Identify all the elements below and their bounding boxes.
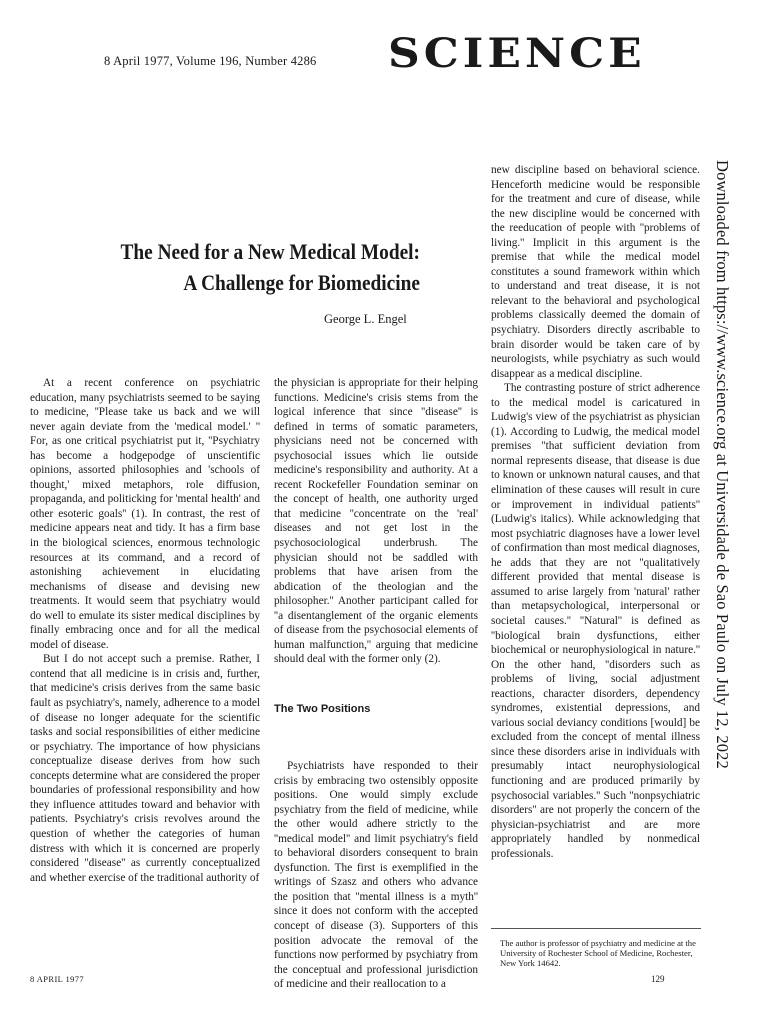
paragraph: new discipline based on behavioral science. Henceforth medicine would be responsible for the treatment and cure of disease, while the new discipline would be concerned with the reeducation of people with ''problems of living.'' Implicit in this argument is the premise that while the medical model constitutes a sound framework within which to understand and treat disease, it is not relevant to the behavioral and psychological problems classically deemed the domain of psychiatry. Disorders directly ascribable to brain disorder would be taken care of by neurologists, while psychiatry as such would disappear as a medical discipline.	[491, 164, 700, 380]
body-column-3	[491, 163, 700, 861]
article-author: George L. Engel	[324, 312, 407, 326]
paragraph: Psychiatrists have responded to their crisis by embracing two ostensibly opposite positions. One would simply exclude psychiatry from the field of medicine, while the other would adhere strictly to the ''medical model'' and limit psychiatry's field to behavioral disorders consequent to brain dysfunction. The first is exemplified in the writings of Szasz and others who advance the position that ''mental illness is a myth'' since it does not conform with the accepted concept of disease (3). Supporters of this position advocate the removal of the functions now performed by psychiatry from the conceptual and professional jurisdiction of medicine and their reallocation to a	[274, 760, 478, 991]
download-watermark	[708, 160, 736, 880]
body-column-2-continued	[274, 759, 478, 992]
section-heading: The Two Positions	[274, 703, 371, 715]
journal-masthead: SCIENCE	[388, 30, 646, 77]
article-title-line-1: The Need for a New Medical Model:	[120, 239, 420, 264]
download-watermark-text: Downloaded from https://www.science.org at Universidade de Sao Paulo on July 12, 2022	[713, 160, 732, 769]
paragraph: the physician is appropriate for their helping functions. Medicine's crisis stems from the logical inference that since ''disease'' is defined in terms of somatic parameters, physicians need not be concerned with psychosocial issues which lie outside medicine's responsibility and authority. At a recent Rockefeller Foundation seminar on the concept of health, one authority urged that medicine ''concentrate on the 'real' diseases and not get lost in the psychosociological underbrush. The physician should not be saddled with problems that have arisen from the abdication of the theologian and the philosopher.'' Another participant called for ''a disentanglement of the organic elements of disease from the psychosocial elements of human malfunction,'' arguing that medicine should deal with the former only (2).	[274, 377, 478, 666]
footer-date: 8 APRIL 1977	[30, 974, 85, 984]
body-column-2	[274, 376, 478, 667]
article-title-line-2: A Challenge for Biomedicine	[183, 270, 420, 296]
issue-line: 8 April 1977, Volume 196, Number 4286	[104, 54, 317, 68]
author-footnote: The author is professor of psychiatry and medicine at the University of Rochester School of Medicine, Rochester, New York 14642.	[500, 938, 696, 968]
paragraph: But I do not accept such a premise. Rather, I contend that all medicine is in crisis and, further, that medicine's crisis derives from the same basic fault as psychiatry's, namely, adherence to a model of disease no longer adequate for the scientific tasks and social responsibilities of either medicine or psychiatry. The importance of how physicians conceptualize disease derives from how such concepts determine what are considered the proper boundaries of professional responsibility and how they influence attitudes toward and behavior with patients. Psychiatry's crisis revolves around the question of whether the categories of human distress with which it is concerned are properly considered ''disease'' as currently conceptualized and whether exercise of the traditional authority of	[30, 653, 260, 884]
paragraph: At a recent conference on psychiatric education, many psychiatrists seemed to be saying to medicine, ''Please take us back and we will never again deviate from the 'medical model.' '' For, as one critical psychiatrist put it, ''Psychiatry has become a hodgepodge of unscientific opinions, assorted philosophies and 'schools of thought,' mixed metaphors, role diffusion, propaganda, and politicking for 'mental health' and other esoteric goals'' (1). In contrast, the rest of medicine appears neat and tidy. It has a firm base in the biological sciences, enormous technologic resources at its command, and a record of astonishing achievement in elucidating mechanisms of disease and devising new treatments. It would seem that psychiatry would do well to emulate its sister medical disciplines by finally embracing once and for all the medical model of disease.	[30, 377, 260, 651]
article-title	[59, 236, 420, 298]
footnote-rule	[491, 928, 701, 929]
paragraph: The contrasting posture of strict adherence to the medical model is caricatured in Ludwig's view of the psychiatrist as physician (1). According to Ludwig, the medical model premises ''that sufficient deviation from normal represents disease, that disease is due to known or unknown natural causes, and that elimination of these causes will result in cure or improvement in individual patients'' (Ludwig's italics). While acknowledging that most psychiatric diagnoses have a lower level of confirmation than most medical diagnoses, he adds that they are not ''qualitatively different provided that mental disease is assumed to arise largely from 'natural' rather than metapsychological, interpersonal or societal causes.'' ''Natural'' is defined as ''biological brain dysfunctions, either biochemical or neurophysiological in nature.'' On the other hand, ''disorders such as problems of living, social adjustment reactions, character disorders, dependency syndromes, existential depressions, and various social deviancy conditions [would] be excluded from the concept of mental illness since these disorders arise in individuals with presumably intact neurophysiological functioning and are produced primarily by psychosocial variables.'' Such ''nonpsychiatric disorders'' are not properly the concern of the physician-psychiatrist and are more appropriately handled by nonmedical professionals.	[491, 382, 700, 860]
page-number: 129	[651, 974, 665, 984]
body-column-1	[30, 376, 260, 885]
